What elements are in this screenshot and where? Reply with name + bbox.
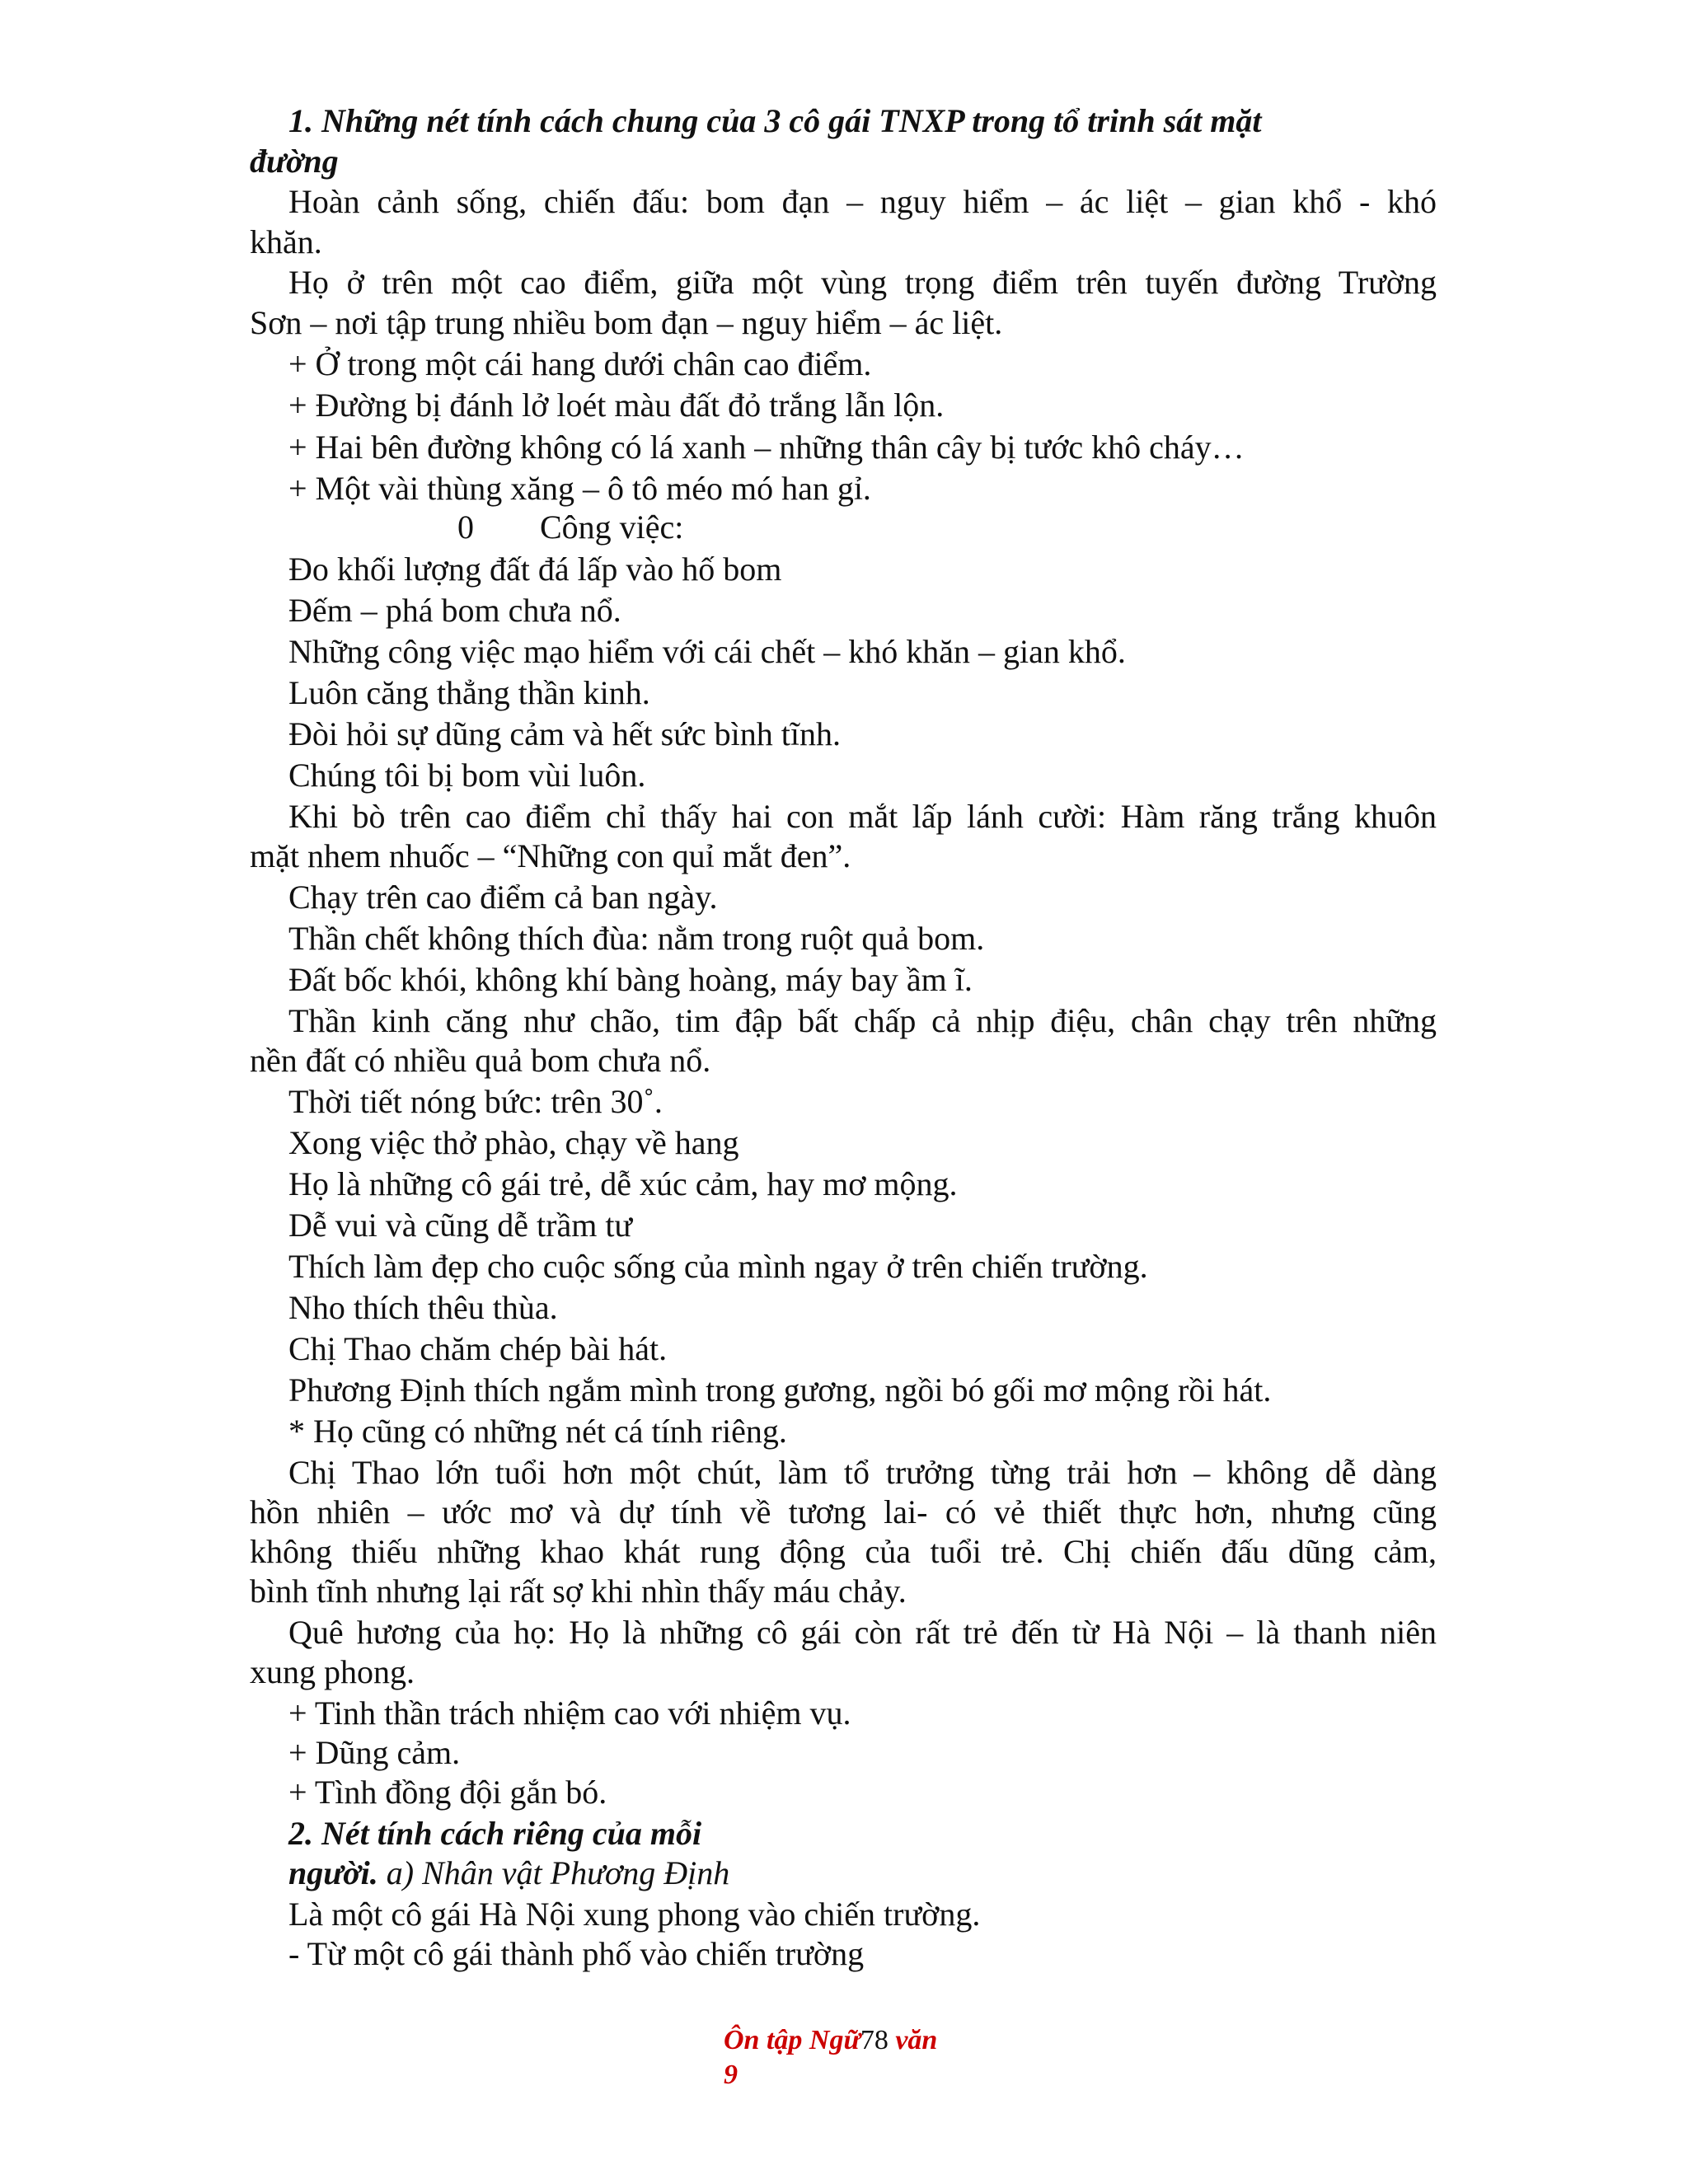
text-line: Sơn – nơi tập trung nhiều bom đạn – nguy hiểm – ác liệt. bbox=[250, 304, 1003, 341]
section-label: 0 Công việc: bbox=[457, 509, 684, 546]
text-line: Họ là những cô gái trẻ, dễ xúc cảm, hay mơ mộng. bbox=[288, 1165, 958, 1202]
text-line: mặt nhem nhuốc – “Những con quỉ mắt đen”. bbox=[250, 837, 851, 874]
text-line: Hoàn cảnh sống, chiến đấu: bom đạn – nguy hiểm – ác liệt – gian khổ - khó bbox=[288, 183, 1437, 220]
text-line: Đất bốc khói, không khí bàng hoàng, máy bay ầm ĩ. bbox=[288, 961, 973, 998]
list-item: + Hai bên đường không có lá xanh – những thân cây bị tước khô cháy… bbox=[288, 429, 1245, 466]
text-line: Chúng tôi bị bom vùi luôn. bbox=[288, 757, 646, 794]
footer-line-1 bbox=[724, 2023, 937, 2058]
heading-1-line-1: 1. Những nét tính cách chung của 3 cô gái TNXP trong tổ trinh sát mặt bbox=[288, 102, 1262, 139]
text-line: Khi bò trên cao điểm chỉ thấy hai con mắt lấp lánh cười: Hàm răng trắng khuôn bbox=[288, 798, 1437, 835]
text-line: Quê hương của họ: Họ là những cô gái còn rất trẻ đến từ Hà Nội – là thanh niên bbox=[288, 1614, 1437, 1651]
page-number: 78 bbox=[860, 2025, 889, 2055]
text-line: Thần kinh căng như chão, tim đập bất chấp cả nhịp điệu, chân chạy trên những bbox=[288, 1002, 1437, 1039]
text-line: Đòi hỏi sự dũng cảm và hết sức bình tĩnh. bbox=[288, 715, 841, 752]
heading-2-line-2 bbox=[288, 1853, 1475, 1893]
text-line: Phương Định thích ngắm mình trong gương, ngồi bó gối mơ mộng rồi hát. bbox=[288, 1371, 1272, 1408]
text-line: hồn nhiên – ước mơ và dự tính về tương lai- có vẻ thiết thực hơn, nhưng cũng bbox=[250, 1493, 1437, 1530]
footer-grade: 9 bbox=[724, 2060, 738, 2090]
text-line: bình tĩnh nhưng lại rất sợ khi nhìn thấy máu chảy. bbox=[250, 1572, 907, 1610]
list-item: + Tình đồng đội gắn bó. bbox=[288, 1774, 607, 1811]
list-item: + Đường bị đánh lở loét màu đất đỏ trắng lẫn lộn. bbox=[288, 387, 945, 424]
text-line: Thích làm đẹp cho cuộc sống của mình ngay ở trên chiến trường. bbox=[288, 1248, 1148, 1285]
heading-2-bold: người. bbox=[288, 1854, 378, 1891]
text-line: khăn. bbox=[250, 223, 322, 260]
text-line: Chạy trên cao điểm cả ban ngày. bbox=[288, 879, 718, 916]
text-line: Dễ vui và cũng dễ trầm tư bbox=[288, 1207, 633, 1244]
footer-title: Ôn tập Ngữ bbox=[724, 2025, 860, 2055]
list-item: + Một vài thùng xăng – ô tô méo mó han gỉ. bbox=[288, 470, 871, 507]
text-line: Họ ở trên một cao điểm, giữa một vùng trọng điểm trên tuyến đường Trường bbox=[288, 264, 1437, 301]
text-line: Là một cô gái Hà Nội xung phong vào chiến trường. bbox=[288, 1896, 981, 1933]
text-line: - Từ một cô gái thành phố vào chiến trường bbox=[288, 1935, 865, 1972]
list-item: + Dũng cảm. bbox=[288, 1734, 461, 1771]
text-line: Thần chết không thích đùa: nằm trong ruột quả bom. bbox=[288, 920, 985, 957]
text-line: Chị Thao chăm chép bài hát. bbox=[288, 1330, 668, 1367]
text-line: xung phong. bbox=[250, 1653, 415, 1690]
text-line: không thiếu những khao khát rung động của tuổi trẻ. Chị chiến đấu dũng cảm, bbox=[250, 1533, 1437, 1570]
heading-1-line-2: đường bbox=[250, 143, 339, 180]
list-item: + Tinh thần trách nhiệm cao với nhiệm vụ. bbox=[288, 1694, 851, 1732]
text-line: * Họ cũng có những nét cá tính riêng. bbox=[288, 1413, 787, 1450]
text-line: Chị Thao lớn tuổi hơn một chút, làm tổ trưởng từng trải hơn – không dễ dàng bbox=[288, 1454, 1437, 1491]
heading-2-subheading: a) Nhân vật Phương Định bbox=[377, 1854, 730, 1891]
text-line: Thời tiết nóng bức: trên 30˚. bbox=[288, 1083, 663, 1120]
text-line: Những công việc mạo hiểm với cái chết – khó khăn – gian khổ. bbox=[288, 633, 1126, 670]
heading-2-line-1: 2. Nét tính cách riêng của mỗi bbox=[288, 1815, 702, 1852]
text-line: Xong việc thở phào, chạy về hang bbox=[288, 1124, 739, 1161]
list-item: + Ở trong một cái hang dưới chân cao điểm. bbox=[288, 345, 872, 382]
text-line: Nho thích thêu thùa. bbox=[288, 1289, 558, 1326]
page-footer bbox=[724, 2023, 937, 2093]
text-line: Đếm – phá bom chưa nổ. bbox=[288, 592, 621, 629]
text-line: Luôn căng thẳng thần kinh. bbox=[288, 674, 650, 711]
text-line: Đo khối lượng đất đá lấp vào hố bom bbox=[288, 551, 782, 588]
footer-title-cont: văn bbox=[888, 2025, 938, 2055]
text-line: nền đất có nhiều quả bom chưa nổ. bbox=[250, 1042, 711, 1079]
